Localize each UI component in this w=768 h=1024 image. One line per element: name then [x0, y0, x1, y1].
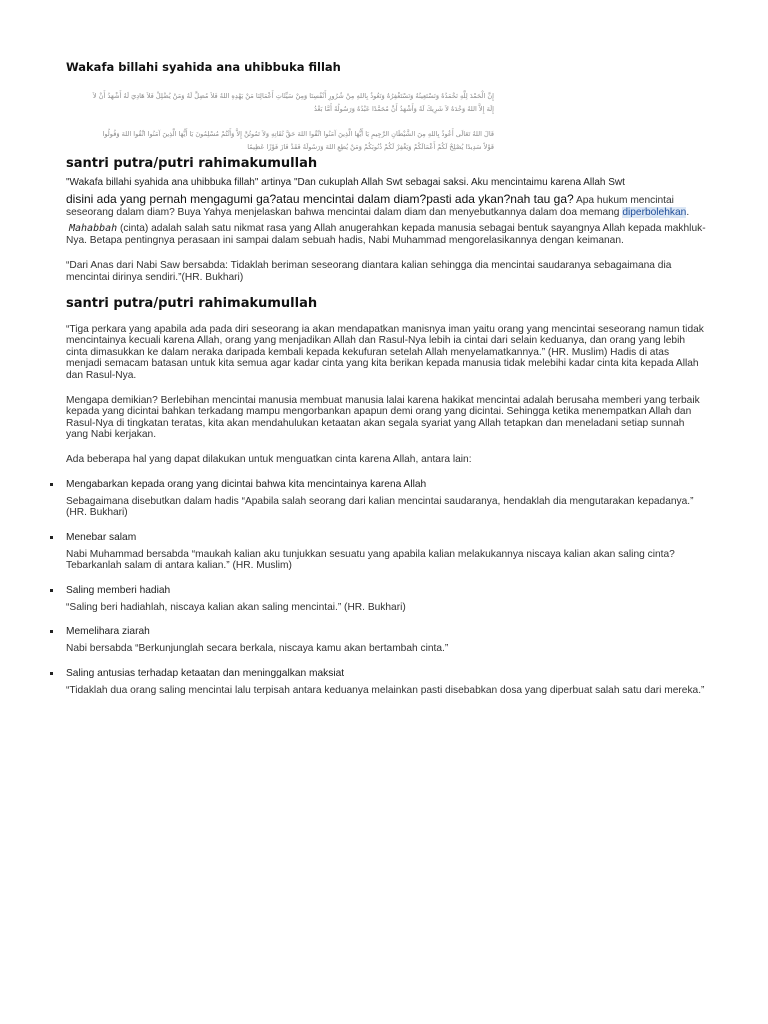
intro-translation: "Wakafa billahi syahida ana uhibbuka fillah" artinya "Dan cukuplah Allah Swt sebagai saksi. Aku mencintaimu karena Allah Swt [66, 177, 625, 188]
arabic-line: إِلَهَ إِلاَّ اللهُ وَحْدَهُ لاَ شَرِيكَ لَهُ وَأَشْهَدُ أَنَّ مُحَمَّدًا عَبْدُهُ وَرَسُولُهُ أَمَّا بَعْدُ [314, 105, 494, 113]
point-body: Sebagaimana disebutkan dalam hadis “Apabila salah seorang dari kalian mencintai saudaranya, hendaklah dia mengutarakan kepadanya.” (HR. Bukhari) [66, 495, 694, 519]
arabic-opening-text [84, 90, 724, 116]
document-title: Wakafa billahi syahida ana uhibbuka fillah [66, 60, 341, 74]
section-heading: santri putra/putri rahimakumullah [66, 295, 318, 311]
bullet-icon [50, 536, 53, 539]
arabic-line: قَالَ اللهُ تَعَالَى أَعُوذُ بِاللهِ مِنَ الشَّيْطَانِ الرَّجِيمِ يَا أَيُّهَا الَّذِينَ آمَنُوا اتَّقُوا اللهَ حَقَّ تُقَاتِهِ وَلاَ تَمُوتُنَّ إِلاَّ وَأَنْتُمْ مُسْلِمُونَ يَا أَيُّهَا الَّذِينَ آمَنُوا اتَّقُوا اللهَ وَقُولُوا [102, 130, 494, 138]
point-body: “Tidaklah dua orang saling mencintai lalu terpisah antara keduanya melainkan pasti disebabkan dosa yang diperbuat salah satu dari mereka.” [66, 685, 705, 697]
question-end: . [686, 206, 690, 218]
list-item [66, 585, 706, 614]
bullet-icon [50, 672, 53, 675]
point-title: Memelihara ziarah [66, 626, 150, 638]
arabic-line: قَوْلاً سَدِيدًا يُصْلِحْ لَكُمْ أَعْمَالَكُمْ وَيَغْفِرْ لَكُمْ ذُنُوبَكُمْ وَمَنْ يُطِعِ اللهَ وَرَسُولَهُ فَقَدْ فَازَ فَوْزًا عَظِيمًا [247, 143, 494, 151]
paragraph-tiga-perkara: “Tiga perkara yang apabila ada pada diri seseorang ia akan mendapatkan manisnya iman yaitu orang yang mencintai seseorang namun tidak mencintainya kecuali karena Allah, orang yang menjadikan Allah dan Rasul-Nya lebih ia cintai dari selain keduanya, dan orang yang lebih cinta dimasukkan ke dalam neraka daripada kembali kepada kekufuran setelah Allah menyelamatkannya.” (HR. Muslim) Hadis di atas menjadi semacam batasan untuk kita semua agar kadar cinta yang kita berikan kepada manusia tidak melebihi kadar cinta kita kepada Allah dan Rasul-Nya. [66, 323, 704, 381]
point-body: Nabi Muhammad bersabda “maukah kalian aku tunjukkan sesuatu yang apabila kalian melakukannya niscaya kalian akan saling cinta? Tebarkanlah salam di antara kalian.” (HR. Muslim) [66, 548, 675, 572]
points-list [66, 479, 706, 697]
question-big-text: disini ada yang pernah mengagumi ga?atau mencintai dalam diam?pasti ada ykan?nah tau ga? [66, 192, 574, 206]
bullet-icon [50, 589, 53, 592]
point-title: Saling antusias terhadap ketaatan dan meninggalkan maksiat [66, 668, 345, 680]
hadith-paragraph: “Dari Anas dari Nabi Saw bersabda: Tidaklah beriman seseorang diantara kalian sehingga dia mencintai saudaranya sebagaimana dia mencintai dirinya sendiri.”(HR. Bukhari) [66, 260, 672, 283]
paragraph-mengapa: Mengapa demikian? Berlebihan mencintai manusia membuat manusia lalai karena hakikat mencintai adalah berusaha memberi yang terbaik kepada yang dicintai bahkan terkadang mampu mengorbankan apapun demi orang yang dicintai. Sehingga ketika menempatkan Allah dan Rasul-Nya di tingkatan teratas, kita akan mendahulukan ketaatan akan segala syariat yang Allah tetapkan dan meneladani setiap sunnah yang Nabi kerjakan. [66, 394, 700, 441]
question-paragraph [66, 194, 706, 218]
bullet-icon [50, 630, 53, 633]
point-body: “Saling beri hadiahlah, niscaya kalian akan saling mencintai.” (HR. Bukhari) [66, 601, 406, 613]
list-item [66, 668, 706, 697]
list-item [66, 479, 706, 519]
mahabbah-term: Mahabbah [69, 223, 118, 235]
point-title: Mengabarkan kepada orang yang dicintai bahwa kita mencintainya karena Allah [66, 478, 427, 490]
point-body: Nabi bersabda “Berkunjunglah secara berkala, niscaya kamu akan bertambah cinta.” [66, 643, 449, 655]
highlighted-link[interactable]: diperbolehkan [622, 206, 687, 218]
paragraph-list-intro: Ada beberapa hal yang dapat dilakukan untuk menguatkan cinta karena Allah, antara lain: [66, 453, 472, 465]
mahabbah-text: (cinta) adalah salah satu nikmat rasa yang Allah anugerahkan kepada manusia sebagai bentuk sayangnya Allah kepada makhluk-Nya. Betapa pentingnya perasaan ini sampai dalam sebuah hadis, Nabi Muhammad mengorelasikannya dengan keimanan. [66, 223, 706, 246]
arabic-quran-verse [84, 128, 724, 154]
mahabbah-paragraph [66, 223, 706, 246]
bullet-icon [50, 483, 53, 486]
section-heading: santri putra/putri rahimakumullah [66, 156, 318, 171]
point-title: Menebar salam [66, 531, 137, 543]
list-item [66, 532, 706, 572]
document-body [66, 60, 706, 697]
arabic-line: إِنَّ الْحَمْدَ لِلَّهِ نَحْمَدُهُ وَنَسْتَعِينُهُ وَنَسْتَغْفِرُهُ وَنَعُوذُ بِاللهِ مِنْ شُرُورِ أَنْفُسِنَا وَمِنْ سَيِّئَاتِ أَعْمَالِنَا مَنْ يَهْدِهِ اللهُ فَلاَ مُضِلَّ لَهُ وَمَنْ يُضْلِلْ فَلاَ هَادِيَ لَهُ أَشْهَدُ أَنْ لاَ [92, 92, 494, 100]
point-title: Saling memberi hadiah [66, 584, 171, 596]
question-small-text: Apa hukum mencintai seseorang dalam diam? Buya Yahya menjelaskan bahwa mencintai dalam diam dan menyebutkannya dalam doa memang [66, 195, 674, 218]
list-item [66, 626, 706, 655]
